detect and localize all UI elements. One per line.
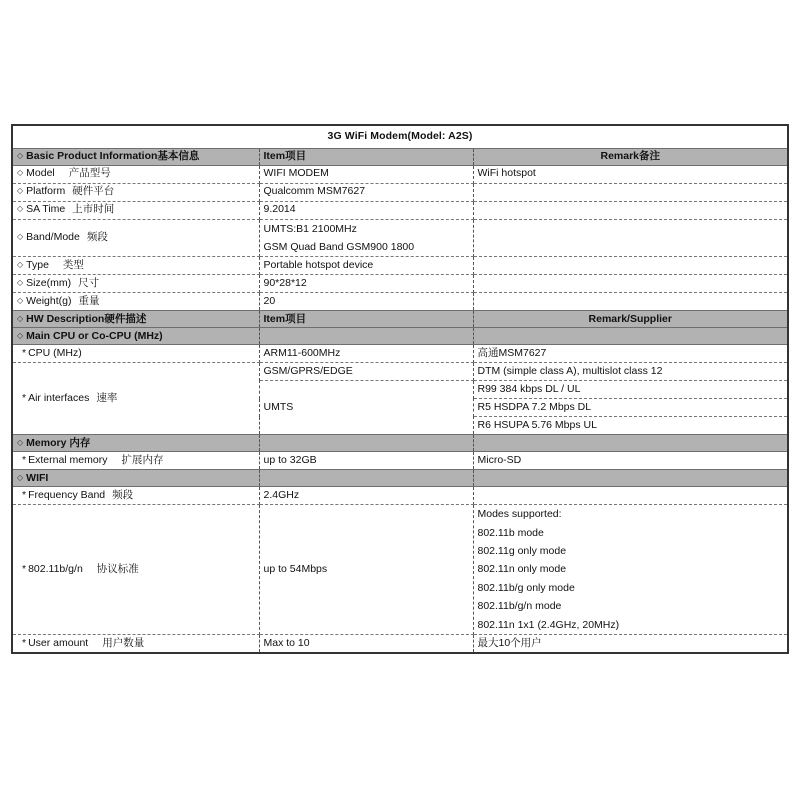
row-value: ARM11-600MHz (259, 345, 473, 363)
row-remark (473, 487, 787, 505)
basic-header-row (13, 148, 787, 165)
diamond-icon: ◇ (17, 330, 24, 340)
column-header-remark: Remark备注 (473, 148, 787, 165)
section-label-wifi (13, 470, 259, 487)
diamond-icon: ◇ (17, 168, 24, 178)
diamond-icon: ◇ (17, 232, 24, 242)
hw-header-value: Item项目 (259, 311, 473, 328)
row-label-en: Weight(g) (26, 295, 72, 308)
row-label-en: Air interfaces (28, 392, 90, 405)
section-label-main-cpu (13, 328, 259, 345)
row-label-en: Model (26, 167, 55, 180)
table-row (13, 505, 787, 635)
column-header-item-label: Basic Product Information基本信息 (26, 149, 200, 162)
table-row (13, 257, 787, 275)
row-label-model (13, 165, 259, 183)
row-label-en: SA Time (26, 203, 66, 216)
row-label-cn: 频段 (86, 231, 108, 244)
row-remark (473, 257, 787, 275)
section-blank-remark (473, 435, 787, 452)
asterisk-icon: * (22, 347, 27, 360)
row-value-umts: UMTS (259, 381, 473, 435)
section-blank-remark (473, 470, 787, 487)
row-label-en: User amount (28, 637, 89, 650)
section-label-text: Main CPU or Co-CPU (MHz) (26, 329, 163, 342)
hw-header-remark: Remark/Supplier (473, 311, 787, 328)
diamond-icon: ◇ (17, 313, 24, 323)
row-label-en: Size(mm) (26, 277, 72, 290)
table-row (13, 275, 787, 293)
spec-table-container (11, 124, 789, 654)
row-value-gsm: GSM/GPRS/EDGE (259, 363, 473, 381)
asterisk-icon: * (22, 489, 27, 502)
row-value-802-11: up to 54Mbps (259, 505, 473, 635)
row-value (259, 219, 473, 257)
mode-line: 802.11b mode (477, 526, 544, 539)
row-label-weight (13, 293, 259, 311)
row-label-cn: 扩展内存 (121, 454, 164, 467)
row-remark-umts-r5: R5 HSDPA 7.2 Mbps DL (473, 399, 787, 417)
section-blank-value (259, 328, 473, 345)
row-label-cn: 类型 (62, 259, 84, 272)
section-blank-value (259, 435, 473, 452)
row-remark (473, 275, 787, 293)
table-row (13, 487, 787, 505)
section-label-memory (13, 435, 259, 452)
mode-line: 802.11b/g/n mode (477, 600, 562, 613)
row-remark (473, 183, 787, 201)
row-label-en: Band/Mode (26, 231, 80, 244)
row-label-cn: 用户数量 (102, 637, 145, 650)
row-value: WIFI MODEM (259, 165, 473, 183)
title-row (13, 126, 787, 148)
mode-line: Modes supported: (477, 508, 562, 521)
mode-line: 802.11n only mode (477, 563, 567, 576)
section-blank-value (259, 470, 473, 487)
table-row (13, 201, 787, 219)
row-label-cn: 频段 (112, 489, 134, 502)
table-row (13, 452, 787, 470)
row-value: 9.2014 (259, 201, 473, 219)
row-remark (473, 219, 787, 257)
table-row (13, 293, 787, 311)
row-remark: WiFi hotspot (473, 165, 787, 183)
table-row (13, 363, 787, 381)
row-label-platform (13, 183, 259, 201)
row-label-cn: 上市时间 (72, 203, 115, 216)
row-label-en: Platform (26, 185, 66, 198)
row-label-type (13, 257, 259, 275)
diamond-icon: ◇ (17, 296, 24, 306)
row-remark-gsm: DTM (simple class A), multislot class 12 (473, 363, 787, 381)
table-row (13, 183, 787, 201)
row-remark-802-11-modes (473, 505, 787, 635)
row-label-cn: 重量 (78, 295, 100, 308)
row-label-802-11 (13, 505, 259, 635)
row-value: up to 32GB (259, 452, 473, 470)
row-label-en: CPU (MHz) (28, 347, 82, 360)
asterisk-icon: * (22, 637, 27, 650)
row-label-en: External memory (28, 454, 108, 467)
diamond-icon: ◇ (17, 186, 24, 196)
diamond-icon: ◇ (17, 472, 24, 482)
row-value: Qualcomm MSM7627 (259, 183, 473, 201)
row-remark-umts-r99: R99 384 kbps DL / UL (473, 381, 787, 399)
row-value: Max to 10 (259, 634, 473, 652)
row-value: 90*28*12 (259, 275, 473, 293)
mode-line: 802.11n 1x1 (2.4GHz, 20MHz) (477, 618, 620, 631)
column-header-value: Item项目 (259, 148, 473, 165)
section-label-text: WIFI (26, 471, 49, 484)
section-row-memory (13, 435, 787, 452)
row-label-cn: 尺寸 (78, 277, 100, 290)
mode-line: 802.11b/g only mode (477, 581, 575, 594)
diamond-icon: ◇ (17, 150, 24, 160)
row-remark (473, 201, 787, 219)
band-line-gsm: GSM Quad Band GSM900 1800 (263, 240, 415, 253)
table-row (13, 165, 787, 183)
row-label-user-amount (13, 634, 259, 652)
row-label-en: Frequency Band (28, 489, 106, 502)
row-remark-umts-r6: R6 HSUPA 5.76 Mbps UL (473, 417, 787, 435)
row-label-en: 802.11b/g/n (28, 563, 83, 575)
row-remark: 高通MSM7627 (473, 345, 787, 363)
row-label-cn: 产品型号 (68, 167, 111, 180)
hw-header-item-label: HW Description硬件描述 (26, 312, 147, 325)
row-label-cn: 协议标准 (96, 563, 139, 575)
asterisk-icon: * (22, 454, 27, 467)
section-label-text: Memory 内存 (26, 436, 91, 449)
row-label-size (13, 275, 259, 293)
hw-header-row (13, 311, 787, 328)
spec-table (13, 126, 787, 652)
row-label-cn: 速率 (96, 392, 118, 405)
diamond-icon: ◇ (17, 204, 24, 214)
diamond-icon: ◇ (17, 260, 24, 270)
row-label-cpu (13, 345, 259, 363)
row-value: 20 (259, 293, 473, 311)
table-row (13, 219, 787, 257)
row-remark (473, 293, 787, 311)
row-label-en: Type (26, 259, 49, 272)
asterisk-icon: * (22, 392, 27, 405)
mode-line: 802.11g only mode (477, 545, 567, 557)
section-row-main-cpu (13, 328, 787, 345)
table-row (13, 634, 787, 652)
row-value: Portable hotspot device (259, 257, 473, 275)
diamond-icon: ◇ (17, 437, 24, 447)
row-label-external-memory (13, 452, 259, 470)
row-remark: Micro-SD (473, 452, 787, 470)
row-label-band-mode (13, 219, 259, 257)
row-label-air-interfaces (13, 363, 259, 435)
hw-header-item (13, 311, 259, 328)
band-line-umts: UMTS:B1 2100MHz (263, 222, 357, 235)
row-value: 2.4GHz (259, 487, 473, 505)
row-remark: 最大10个用户 (473, 634, 787, 652)
page-title: 3G WiFi Modem(Model: A2S) (13, 126, 787, 148)
section-blank-remark (473, 328, 787, 345)
diamond-icon: ◇ (17, 278, 24, 288)
row-label-sa-time (13, 201, 259, 219)
asterisk-icon: * (22, 563, 27, 575)
column-header-item (13, 148, 259, 165)
row-label-frequency-band (13, 487, 259, 505)
table-row (13, 345, 787, 363)
section-row-wifi (13, 470, 787, 487)
row-label-cn: 硬件平台 (72, 185, 115, 198)
